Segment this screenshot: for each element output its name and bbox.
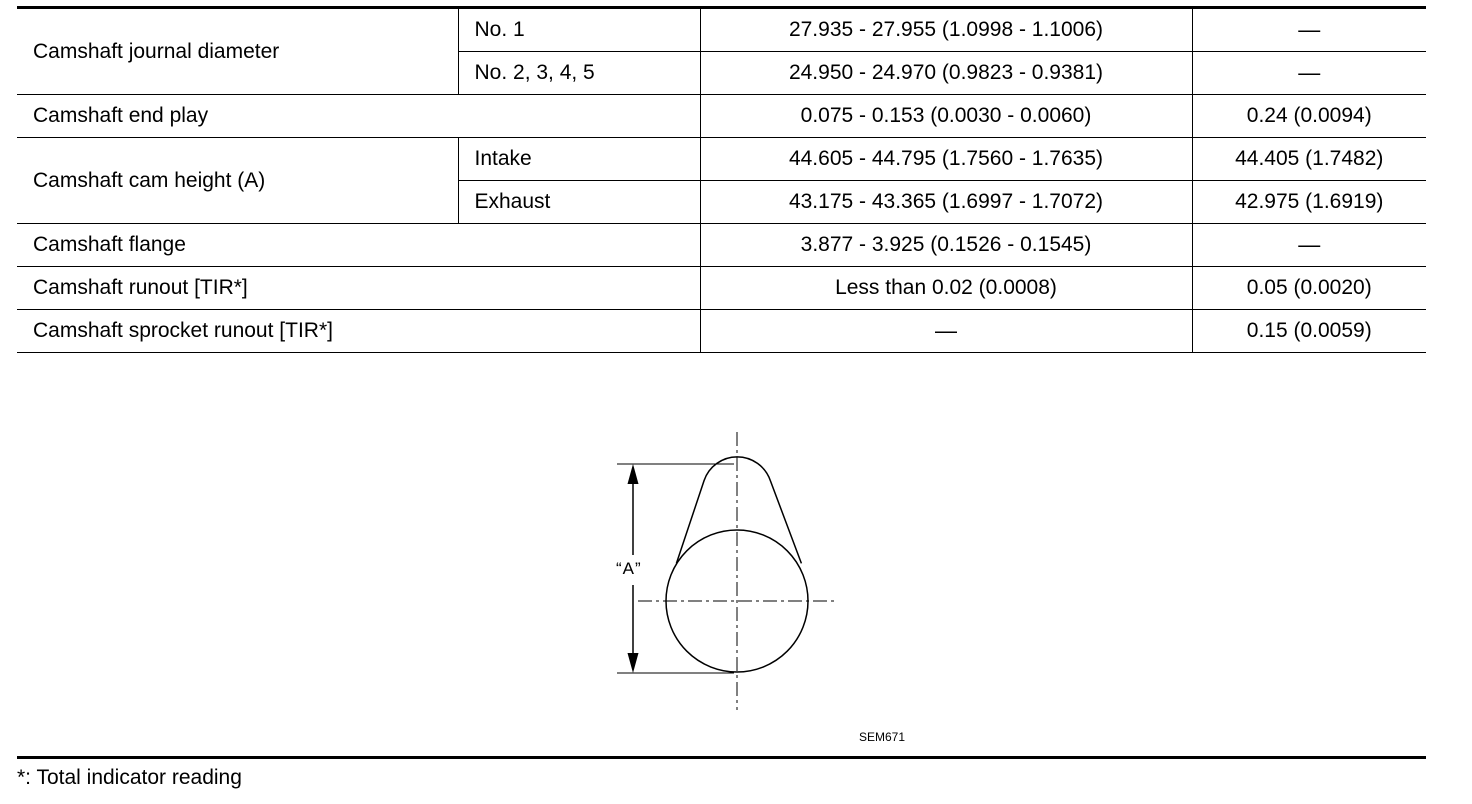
footnote: *: Total indicator reading (17, 766, 242, 789)
standard-value: 44.605 - 44.795 (1.7560 - 1.7635) (700, 138, 1192, 181)
table-row (17, 310, 1426, 353)
limit-value: 0.15 (0.0059) (1192, 310, 1426, 353)
row-label-end-play: Camshaft end play (17, 95, 700, 138)
limit-value: — (1192, 52, 1426, 95)
figure-code: SEM671 (859, 730, 906, 744)
sub-label-exhaust: Exhaust (458, 181, 700, 224)
sub-label-intake: Intake (458, 138, 700, 181)
row-label-journal-diameter: Camshaft journal diameter (17, 8, 458, 95)
standard-value: 24.950 - 24.970 (0.9823 - 0.9381) (700, 52, 1192, 95)
limit-value: — (1192, 8, 1426, 52)
bottom-divider (17, 756, 1426, 759)
standard-value: Less than 0.02 (0.0008) (700, 267, 1192, 310)
dimension-arrow-up (628, 464, 639, 484)
table-row (17, 224, 1426, 267)
row-label-flange: Camshaft flange (17, 224, 700, 267)
limit-value: 0.05 (0.0020) (1192, 267, 1426, 310)
standard-value: — (700, 310, 1192, 353)
table-row (17, 267, 1426, 310)
dimension-label-a: “A” (616, 559, 642, 578)
standard-value: 3.877 - 3.925 (0.1526 - 0.1545) (700, 224, 1192, 267)
table-row (17, 138, 1426, 181)
limit-value: 0.24 (0.0094) (1192, 95, 1426, 138)
limit-value: 44.405 (1.7482) (1192, 138, 1426, 181)
sub-label-no2-5: No. 2, 3, 4, 5 (458, 52, 700, 95)
row-label-runout: Camshaft runout [TIR*] (17, 267, 700, 310)
camshaft-spec-table (17, 6, 1426, 353)
table-row (17, 8, 1426, 52)
row-label-cam-height: Camshaft cam height (A) (17, 138, 458, 224)
row-label-sprocket-runout: Camshaft sprocket runout [TIR*] (17, 310, 700, 353)
limit-value: — (1192, 224, 1426, 267)
standard-value: 27.935 - 27.955 (1.0998 - 1.1006) (700, 8, 1192, 52)
standard-value: 0.075 - 0.153 (0.0030 - 0.0060) (700, 95, 1192, 138)
table-row (17, 95, 1426, 138)
standard-value: 43.175 - 43.365 (1.6997 - 1.7072) (700, 181, 1192, 224)
limit-value: 42.975 (1.6919) (1192, 181, 1426, 224)
sub-label-no1: No. 1 (458, 8, 700, 52)
dimension-arrow-down (628, 653, 639, 673)
